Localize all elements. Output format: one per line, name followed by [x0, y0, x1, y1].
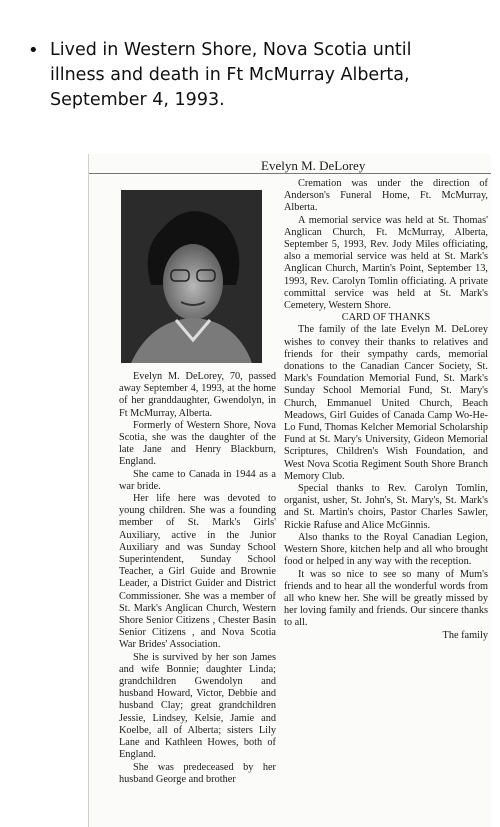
bullet-text: [50, 38, 412, 113]
paragraph: Also thanks to the Royal Canadian Legion, Western Shore, kitchen help and all who brought food or helped in any way with the reception.: [284, 531, 488, 568]
paragraph: Evelyn M. DeLorey, 70, passed away September 4, 1993, at the home of her granddaughter, Gwendolyn, in Ft McMurray, Alberta.: [119, 371, 276, 419]
paragraph: She is survived by her son James and wife Bonnie; daughter Linda; grandchildren Gwendolyn and husband Howard, Victor, Debbie and husband Clay; great grandchildren Jessie, Lindsey, Kelsie, Jamie and Koelbe, all of Alberta; sisters Lily Lane and Kathleen Howes, both of England.: [119, 651, 276, 761]
portrait-photo: [121, 190, 262, 363]
paragraph: The family of the late Evelyn M. DeLorey wishes to convey their thanks to relatives and friends for their sympathy cards, memorial donations to the Canadian Cancer Society, St. Mark's Foundation Memorial Fund, St. Mark's Sunday School Memorial Fund, St. Mary's Church, Emmanuel United Church, Beach Meadows, Girl Guides of Canada Camp Wo-He-Lo Fund, Thomas Kelcher Memorial Scholarship Fund at St. Mary's University, Gideon Memorial Scriptures, Children's Wish Foundation, and West Nova Scotia Regiment South Shore Branch Memory Club.: [284, 324, 488, 482]
bullet-line-1: Lived in Western Shore, Nova Scotia until: [50, 40, 412, 60]
paragraph: She came to Canada in 1944 as a war bride.: [119, 468, 276, 492]
bullet-line-3: September 4, 1993.: [50, 90, 225, 110]
paragraph: It was so nice to see so many of Mum's friends and to hear all the wonderful words from all who knew her. She will be greatly missed by her loving family and friends. Our sincere thanks to all.: [284, 568, 488, 629]
obituary-right-column: [284, 178, 488, 642]
bullet-line-2: illness and death in Ft McMurray Alberta,: [50, 65, 410, 85]
obituary-left-column: [119, 371, 276, 786]
paragraph: Special thanks to Rev. Carolyn Tomlin, organist, usher, St. John's, St. Mary's, St. Mark's and St. Martin's choirs, Pastor Charles Sawler, Rickie Rafuse and Alice McGinnis.: [284, 483, 488, 531]
card-of-thanks-heading: CARD OF THANKS: [341, 312, 431, 324]
obituary-title: Evelyn M. DeLorey: [261, 158, 366, 173]
bullet-point: •: [28, 40, 39, 61]
paragraph: Formerly of Western Shore, Nova Scotia, she was the daughter of the late Jane and Henry Blackburn, England.: [119, 419, 276, 468]
title-rule: [89, 173, 491, 174]
newspaper-clipping: [88, 154, 491, 827]
paragraph: Cremation was under the direction of Anderson's Funeral Home, Ft. McMurray, Alberta.: [284, 178, 488, 214]
paragraph: She was predeceased by her husband George and brother: [119, 761, 276, 785]
paragraph: Her life here was devoted to young children. She was a founding member of St. Mark's Girls' Auxiliary, active in the Junior Auxiliary and was Sunday School Superintendent, Sunday School Teacher, a Girl Guide and Brownie Leader, a District Guider and District Commissioner. She was a member of St. Mark's Anglican Church, Western Shore Senior Citizens , Chester Basin Senior Citizens , and Nova Scotia War Brides' Association.: [119, 493, 276, 651]
signature-line: The family: [442, 629, 488, 641]
paragraph: A memorial service was held at St. Thomas' Anglican Church, Ft. McMurray, Alberta, September 5, 1993, Rev. Jody Miles officiating, also a memorial service was held at St. Mark's Anglican Church, Martin's Point, September 13, 1993, Rev. Carolyn Tomlin officiating. A private committal service was held at St. Mark's Cemetery, Western Shore.: [284, 214, 488, 312]
